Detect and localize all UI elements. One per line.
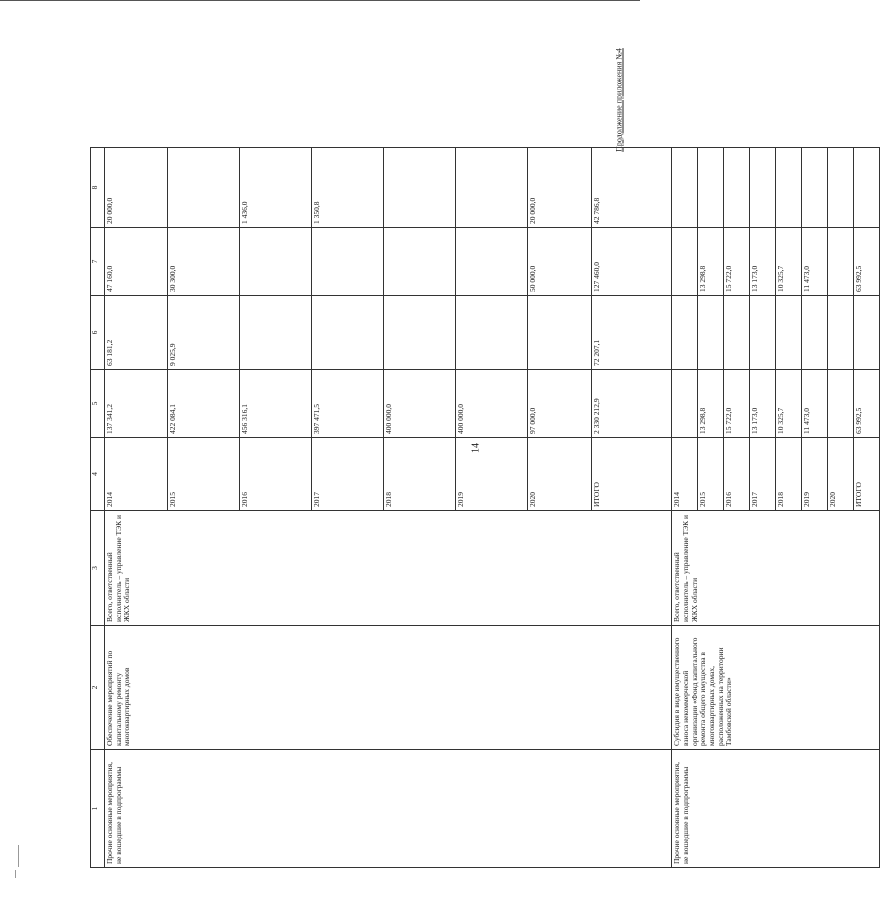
header-cell: 8 <box>91 148 105 228</box>
value-cell <box>672 148 698 228</box>
column-number-row <box>91 148 105 868</box>
value-cell <box>776 296 802 370</box>
value-cell: 20 000,0 <box>528 148 591 228</box>
year-cell: 2017 <box>312 438 384 511</box>
value-cell <box>698 296 724 370</box>
value-cell: 137 341,2 <box>105 370 168 438</box>
value-cell: 20 000,0 <box>105 148 168 228</box>
value-cell: 13 298,8 <box>698 228 724 296</box>
table-row <box>105 148 168 868</box>
value-cell <box>168 148 240 228</box>
value-cell <box>312 296 384 370</box>
value-cell <box>828 370 854 438</box>
header-cell: 1 <box>91 750 105 868</box>
value-cell: 422 084,1 <box>168 370 240 438</box>
value-cell: 72 207,1 <box>591 296 672 370</box>
value-cell: 47 160,0 <box>105 228 168 296</box>
value-cell: 456 316,1 <box>240 370 312 438</box>
value-cell: 13 298,8 <box>698 370 724 438</box>
year-cell: 2014 <box>672 438 698 511</box>
value-cell: 400 000,0 <box>456 370 528 438</box>
value-cell: 63 992,5 <box>854 370 880 438</box>
header-cell: 2 <box>91 626 105 750</box>
value-cell: 11 473,0 <box>802 370 828 438</box>
value-cell <box>854 296 880 370</box>
value-cell: 50 000,0 <box>528 228 591 296</box>
value-cell: 1 436,0 <box>240 148 312 228</box>
value-cell: 9 025,9 <box>168 296 240 370</box>
value-cell: 42 786,8 <box>591 148 672 228</box>
value-cell <box>854 148 880 228</box>
value-cell: 11 473,0 <box>802 228 828 296</box>
year-cell: ИТОГО <box>854 438 880 511</box>
executor-cell: Всего, ответственный исполнитель – управление ТЭК и ЖКХ области <box>105 511 672 626</box>
value-cell <box>384 228 456 296</box>
value-cell <box>312 228 384 296</box>
value-cell <box>528 296 591 370</box>
program-section-cell: Прочие основные мероприятия, не вошедшие в подпрограммы <box>672 750 880 868</box>
budget-table <box>90 147 880 868</box>
value-cell: 63 181,2 <box>105 296 168 370</box>
year-cell: ИТОГО <box>591 438 672 511</box>
scan-margin-mark <box>15 870 16 878</box>
year-cell: 2018 <box>384 438 456 511</box>
appendix-continuation-note: Продолжение приложения №4 <box>614 48 624 152</box>
year-cell: 2020 <box>528 438 591 511</box>
value-cell: 127 460,0 <box>591 228 672 296</box>
header-cell: 6 <box>91 296 105 370</box>
year-cell: 2015 <box>698 438 724 511</box>
value-cell <box>240 296 312 370</box>
value-cell <box>698 148 724 228</box>
value-cell: 13 173,0 <box>750 370 776 438</box>
year-cell: 2017 <box>750 438 776 511</box>
year-cell: 2014 <box>105 438 168 511</box>
page-top-border <box>0 0 640 1</box>
year-cell: 2016 <box>724 438 750 511</box>
value-cell: 15 722,0 <box>724 228 750 296</box>
header-cell: 3 <box>91 511 105 626</box>
year-cell: 2019 <box>802 438 828 511</box>
value-cell <box>456 228 528 296</box>
value-cell <box>828 148 854 228</box>
value-cell <box>672 370 698 438</box>
value-cell <box>802 296 828 370</box>
rotated-table-page <box>90 148 864 868</box>
value-cell <box>672 296 698 370</box>
header-cell: 5 <box>91 370 105 438</box>
year-cell: 2019 <box>456 438 528 511</box>
activity-name-cell: Обеспечение мероприятий по капитальному ремонту многоквартирных домов <box>105 626 672 750</box>
scan-margin-mark <box>18 845 19 867</box>
executor-cell: Всего, ответственный исполнитель – управление ТЭК и ЖКХ области <box>672 511 880 626</box>
header-cell: 4 <box>91 438 105 511</box>
value-cell <box>750 148 776 228</box>
year-cell: 2015 <box>168 438 240 511</box>
value-cell: 10 325,7 <box>776 228 802 296</box>
program-section-cell: Прочие основные мероприятия, не вошедшие в подпрограммы <box>105 750 672 868</box>
value-cell: 1 350,8 <box>312 148 384 228</box>
value-cell <box>456 148 528 228</box>
value-cell <box>384 148 456 228</box>
value-cell: 397 471,5 <box>312 370 384 438</box>
table-row <box>672 148 698 868</box>
page-number: 14 <box>470 443 482 453</box>
value-cell <box>724 296 750 370</box>
value-cell: 13 173,0 <box>750 228 776 296</box>
value-cell: 30 300,0 <box>168 228 240 296</box>
year-cell: 2016 <box>240 438 312 511</box>
activity-name-cell: Субсидия в виде имущественного взноса некоммерческой организации «Фонд капитального ремонта общего имущества в многоквартирных домах, расположенных на территории Тамбовской области» <box>672 626 880 750</box>
value-cell: 97 000,0 <box>528 370 591 438</box>
value-cell <box>828 228 854 296</box>
value-cell <box>724 148 750 228</box>
value-cell <box>802 148 828 228</box>
value-cell: 400 000,0 <box>384 370 456 438</box>
value-cell <box>672 228 698 296</box>
year-cell: 2018 <box>776 438 802 511</box>
value-cell <box>456 296 528 370</box>
value-cell <box>828 296 854 370</box>
value-cell: 63 992,5 <box>854 228 880 296</box>
value-cell: 2 330 212,9 <box>591 370 672 438</box>
value-cell <box>750 296 776 370</box>
value-cell: 10 325,7 <box>776 370 802 438</box>
header-cell: 7 <box>91 228 105 296</box>
value-cell: 15 722,0 <box>724 370 750 438</box>
value-cell <box>384 296 456 370</box>
year-cell: 2020 <box>828 438 854 511</box>
value-cell <box>240 228 312 296</box>
value-cell <box>776 148 802 228</box>
